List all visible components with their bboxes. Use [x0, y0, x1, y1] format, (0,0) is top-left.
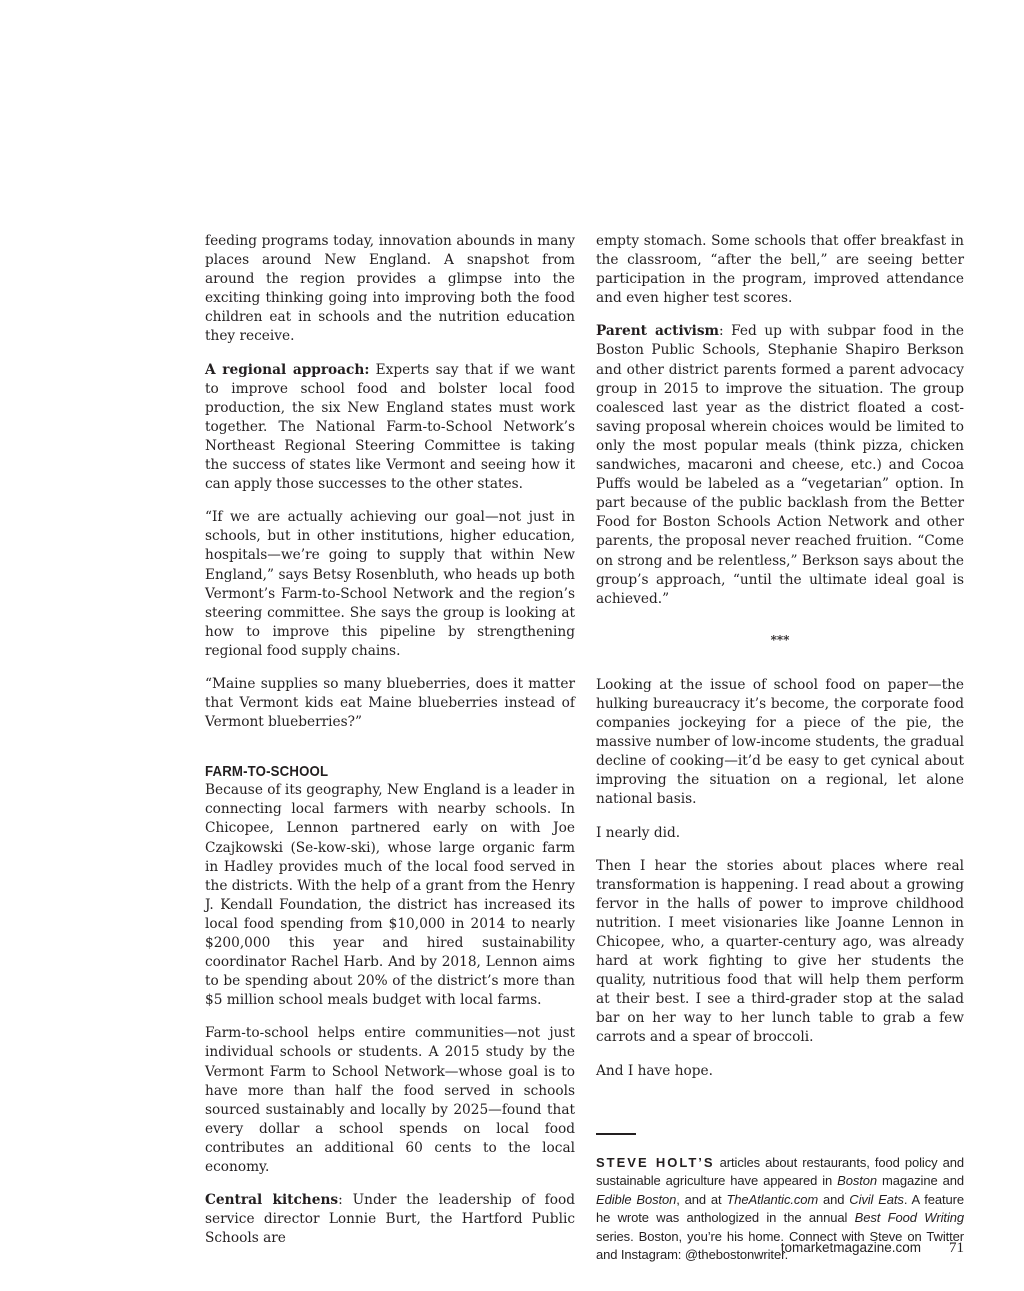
paragraph-body: : Fed up with subpar food in the Boston Public Schools, Stephanie Shapiro Berkson and other district parents formed a parent advocacy group in 2015 to improve the situation. The group coalesced last year as the district floated a cost-saving proposal wherein choices would be limited to only the most popular meals (think pizza, chicken sandwiches, macaroni and cheese, etc.) and Cocoa Puffs would be labeled as a “vegetarian” option. In part because of the public backlash from the Better Food for Boston Schools Action Network and other parents, the proposal never reached fruition. “Come on strong and be relentless,” Berkson says about the group’s approach, “until the ultimate ideal goal is achieved.”	[596, 323, 964, 607]
page-footer	[781, 1240, 964, 1257]
author-name: STEVE HOLT’S	[596, 1154, 715, 1170]
paragraph: empty stomach. Some schools that offer breakfast in the classroom, “after the bell,” are seeing better participation in the program, improved attendance and even higher test scores.	[596, 233, 964, 307]
bio-italic: TheAtlantic.com	[726, 1191, 819, 1207]
paragraph-lead: Central kitchens	[205, 1192, 339, 1209]
section-separator: ***	[770, 632, 790, 647]
paragraph: Farm-to-school helps entire communities—not just individual schools or students. A 2015 study by the Vermont Farm to School Network—whose goal is to have more than half the food served in schools sourced sustainably and locally by 2025—found that every dollar a school spends on local food contributes an additional 60 cents to the local economy.	[205, 1025, 575, 1176]
bio-text: series. Boston, you’re his home. Connect with Steve on Twitter and Instagram: @thebostonwriter.	[596, 1228, 964, 1263]
bio-italic: Edible Boston	[596, 1191, 677, 1207]
section-heading: FARM-TO-SCHOOL	[205, 763, 329, 781]
paragraph: Then I hear the stories about places where real transformation is happening. I read about a growing fervor in the halls of power to improve childhood nutrition. I meet visionaries like Joanne Lennon in Chicopee, who, a quarter-century ago, was already hard at work fighting to give her students the quality, nutritious food that will help them perform at their best. I see a third-grader stop at the salad bar on her way to her lunch table to grab a few carrots and a spear of broccoli.	[596, 857, 964, 1046]
paragraph: “Maine supplies so many blueberries, does it matter that Vermont kids eat Maine blueberries instead of Vermont blueberries?”	[205, 675, 575, 731]
left-column	[205, 232, 575, 1262]
right-column	[596, 232, 964, 1265]
paragraph-lead: Parent activism	[596, 323, 720, 340]
paragraph: And I have hope.	[596, 1062, 713, 1079]
paragraph	[205, 361, 575, 495]
paragraph-lead: A regional approach:	[205, 361, 370, 378]
paragraph	[596, 322, 964, 608]
bio-text: articles about restaurants, food policy and sustainable agriculture have appeared in	[596, 1154, 965, 1189]
footer-site: tomarketmagazine.com	[780, 1240, 921, 1255]
paragraph	[205, 1191, 575, 1248]
bio-divider	[596, 1133, 636, 1135]
bio-italic: Civil Eats	[849, 1191, 904, 1207]
paragraph: Because of its geography, New England is a leader in connecting local farmers with nearby schools. In Chicopee, Lennon partnered early on with Joe Czajkowski (Se-kow-ski), whose large organic farm in Hadley provides much of the local food served in the districts. With the help of a grant from the Henry J. Kendall Foundation, the district has increased its local food spending from $10,000 in 2014 to nearly $200,000 this year and hired sustainability coordinator Rachel Harb. And by 2018, Lennon aims to be spending about 20% of the district’s more than $5 million school meals budget with local farms.	[205, 782, 575, 1009]
page-number: 71	[949, 1240, 964, 1256]
bio-italic: Boston	[837, 1173, 878, 1189]
paragraph-body: : Under the leadership of food service director Lonnie Burt, the Hartford Public Schools are	[205, 1192, 575, 1247]
paragraph: I nearly did.	[596, 824, 681, 841]
bio-italic: Best Food Writing	[854, 1210, 964, 1226]
paragraph-body: Experts say that if we want to improve school food and bolster local food production, the six New England states must work together. The National Farm-to-School Network’s Northeast Regional Steering Committee is taking the success of states like Vermont and seeing how it can apply those successes to the other states.	[205, 361, 575, 493]
paragraph: “If we are actually achieving our goal—not just in schools, but in other institutions, higher education, hospitals—we’re going to supply that within New England,” says Betsy Rosenbluth, who heads up both Vermont’s Farm-to-School Network and the region’s steering committee. She says the group is looking at how to improve this pipeline by strengthening regional food supply chains.	[205, 509, 575, 659]
paragraph: feeding programs today, innovation abounds in many places around New England. A snapshot from around the region provides a glimpse into the exciting thinking going into improving both the food children eat in schools and the nutrition education they receive.	[205, 233, 575, 345]
bio-text: magazine and	[877, 1173, 965, 1189]
bio-text: and	[818, 1191, 850, 1207]
bio-text: . A feature he wrote was anthologized in the annual	[596, 1191, 964, 1226]
bio-text: , and at	[676, 1191, 727, 1207]
paragraph: Looking at the issue of school food on paper—the hulking bureaucracy it’s become, the corporate food companies jockeying for a piece of the pie, the massive number of low-income students, the gradual decline of cooking—it’d be easy to get cynical about improving the situation on a regional, let alone national basis.	[596, 676, 964, 808]
